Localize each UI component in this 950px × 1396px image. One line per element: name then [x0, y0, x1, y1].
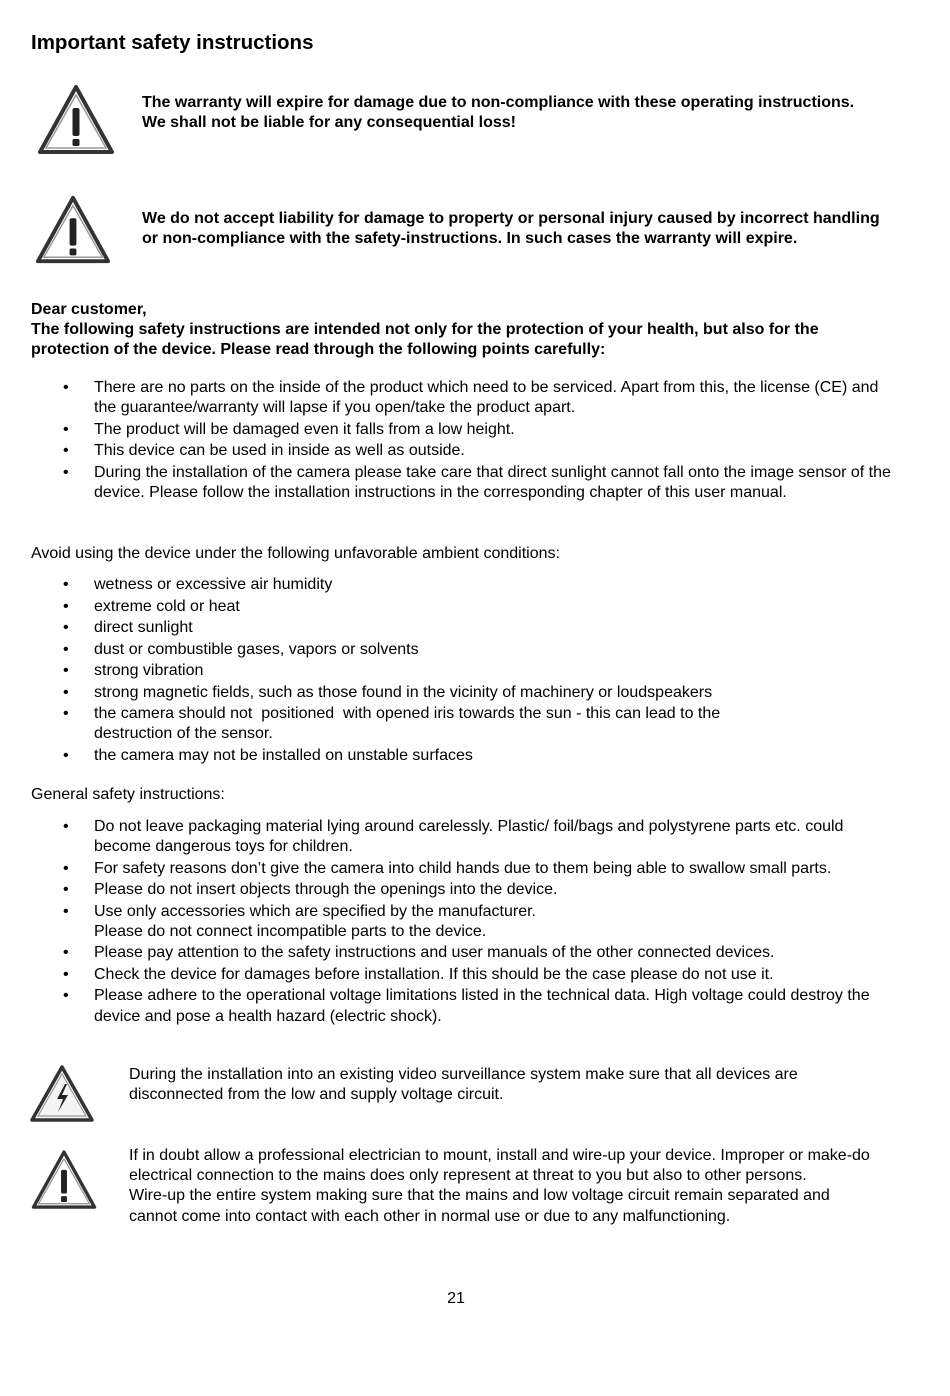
- bullet-icon: •: [63, 881, 69, 899]
- electric-hazard-icon: [29, 1064, 95, 1124]
- list-item: • During the installation of the camera please take care that direct sunlight cannot fall onto the image sensor of the device. Please follow the installation instructions in the corresponding chapter of this user manual.: [63, 463, 891, 501]
- bullet-icon: •: [63, 746, 69, 764]
- warning-block-electrician: [31, 1145, 901, 1255]
- bullet-icon: •: [63, 944, 69, 962]
- bullet-icon: •: [63, 442, 69, 460]
- bullet-icon: •: [63, 463, 69, 481]
- warning-text: If in doubt allow a professional electrician to mount, install and wire-up your device. Improper or make-do electrical connection to the mains does only represent at threat to you but also to other persons. Wire-up the entire system making sure that the mains and low voltage circuit remain separated and cannot come into contact with each other in normal use or due to any malfunctioning.: [129, 1147, 870, 1225]
- warning-block-disconnect: [29, 1064, 899, 1126]
- warning-text: We do not accept liability for damage to property or personal injury caused by incorrect handling or non-compliance with the safety-instructions. In such cases the warranty will expire.: [142, 210, 880, 248]
- general-safety-list: [31, 817, 891, 1028]
- list-item: • Do not leave packaging material lying around carelessly. Plastic/ foil/bags and polystyrene parts etc. could become dangerous toys for children.: [63, 818, 844, 856]
- ambient-conditions-list: [31, 575, 891, 767]
- list-item: • direct sunlight: [31, 618, 891, 638]
- intro-text: The following safety instructions are intended not only for the protection of your health, but also for the protection of the device. Please read through the following points carefully:: [31, 321, 819, 359]
- bullet-icon: •: [63, 965, 69, 983]
- list-item: • Check the device for damages before installation. If this should be the case please do not use it.: [31, 965, 891, 985]
- bullet-icon: •: [63, 818, 69, 835]
- list-item: • the camera may not be installed on unstable surfaces: [31, 746, 891, 766]
- page-number: 21: [447, 1290, 465, 1307]
- list-item: • For safety reasons don’t give the camera into child hands due to them being able to swallow small parts.: [31, 859, 891, 879]
- bullet-icon: •: [63, 902, 69, 920]
- list-item: • The product will be damaged even it falls from a low height.: [31, 420, 891, 440]
- list-item: • There are no parts on the inside of the product which need to be serviced. Apart from this, the license (CE) and the guarantee/warranty will lapse if you open/take the product apart.: [63, 379, 879, 417]
- protection-list: [31, 378, 891, 504]
- list-item: • strong vibration: [31, 661, 891, 681]
- exclamation-warning-icon: [37, 84, 115, 156]
- list-item: • the camera should not positioned with opened iris towards the sun - this can lead to the destruction of the sensor.: [63, 705, 725, 743]
- bullet-icon: •: [63, 379, 69, 396]
- warning-text: During the installation into an existing video surveillance system make sure that all devices are disconnected from the low and supply voltage circuit.: [129, 1066, 798, 1104]
- list-item: • dust or combustible gases, vapors or solvents: [31, 640, 891, 660]
- avoid-heading: Avoid using the device under the following unfavorable ambient conditions:: [31, 545, 560, 562]
- bullet-icon: •: [63, 683, 69, 701]
- bullet-icon: •: [63, 597, 69, 615]
- list-item: • This device can be used in inside as well as outside.: [31, 441, 891, 461]
- bullet-icon: •: [63, 640, 69, 658]
- bullet-icon: •: [63, 662, 69, 679]
- exclamation-warning-icon: [31, 1148, 97, 1212]
- bullet-icon: •: [63, 420, 69, 438]
- list-item: • extreme cold or heat: [31, 597, 891, 617]
- greeting: Dear customer,: [31, 301, 147, 318]
- bullet-icon: •: [63, 576, 69, 593]
- general-heading: General safety instructions:: [31, 786, 225, 803]
- bullet-icon: •: [63, 705, 69, 722]
- exclamation-warning-icon: [35, 194, 111, 266]
- page-title: Important safety instructions: [31, 31, 314, 54]
- bullet-icon: •: [63, 859, 69, 877]
- list-item: • Please do not insert objects through the openings into the device.: [31, 880, 891, 900]
- bullet-icon: •: [63, 987, 69, 1005]
- list-item: • Use only accessories which are specified by the manufacturer. Please do not connect incompatible parts to the device.: [63, 902, 536, 940]
- list-item: • Please adhere to the operational voltage limitations listed in the technical data. High voltage could destroy the device and pose a health hazard (electric shock).: [63, 987, 870, 1025]
- bullet-icon: •: [63, 619, 69, 636]
- list-item: • strong magnetic fields, such as those found in the vicinity of machinery or loudspeakers: [31, 683, 891, 703]
- list-item: • wetness or excessive air humidity: [31, 575, 891, 595]
- warning-text: The warranty will expire for damage due to non-compliance with these operating instructions. We shall not be liable for any consequential loss!: [142, 94, 855, 132]
- list-item: • Please pay attention to the safety instructions and user manuals of the other connected devices.: [31, 943, 891, 963]
- warning-block-liability: [35, 194, 895, 268]
- warning-block-warranty: [37, 84, 897, 156]
